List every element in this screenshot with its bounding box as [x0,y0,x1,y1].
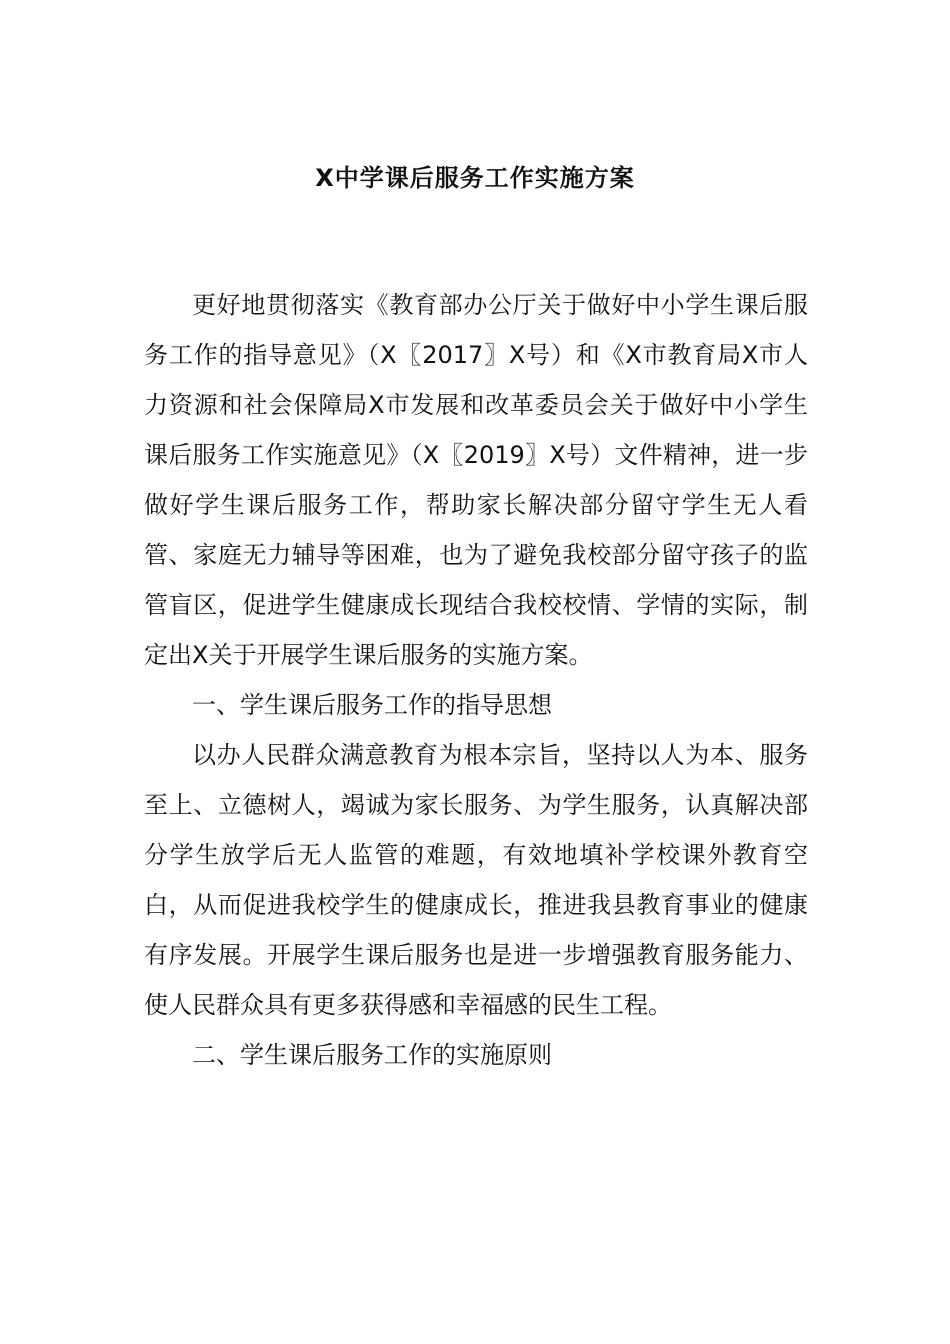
section-heading-guiding-ideology: 一、学生课后服务工作的指导思想 [192,691,552,719]
guiding-ideology-paragraph: 以办人民群众满意教育为根本宗旨，坚持以人为本、服务至上、立德树人，竭诚为家长服务、为学生服务，认真解决部分学生放学后无人监管的难题，有效地填补学校课外教育空白，从而促进我校学生的健康成长，推进我县教育事业的健康有序发展。开展学生课后服务也是进一步增强教育服务能力、使人民群众具有更多获得感和幸福感的民生工程。 [144,741,808,1019]
document-body [144,280,808,1080]
section-heading-implementation-principles: 二、学生课后服务工作的实施原则 [192,1041,552,1069]
document-title: X中学课后服务工作实施方案 [315,164,635,192]
intro-paragraph: 更好地贯彻落实《教育部办公厅关于做好中小学生课后服务工作的指导意见》（X〖2017〗X号）和《X市教育局X市人力资源和社会保障局X市发展和改革委员会关于做好中小学生课后服务工作实施意见》（X〖2019〗X号）文件精神，进一步做好学生课后服务工作，帮助家长解决部分留守学生无人看管、家庭无力辅导等困难，也为了避免我校部分留守孩子的监管盲区，促进学生健康成长现结合我校校情、学情的实际，制定出X关于开展学生课后服务的实施方案。 [144,291,808,669]
